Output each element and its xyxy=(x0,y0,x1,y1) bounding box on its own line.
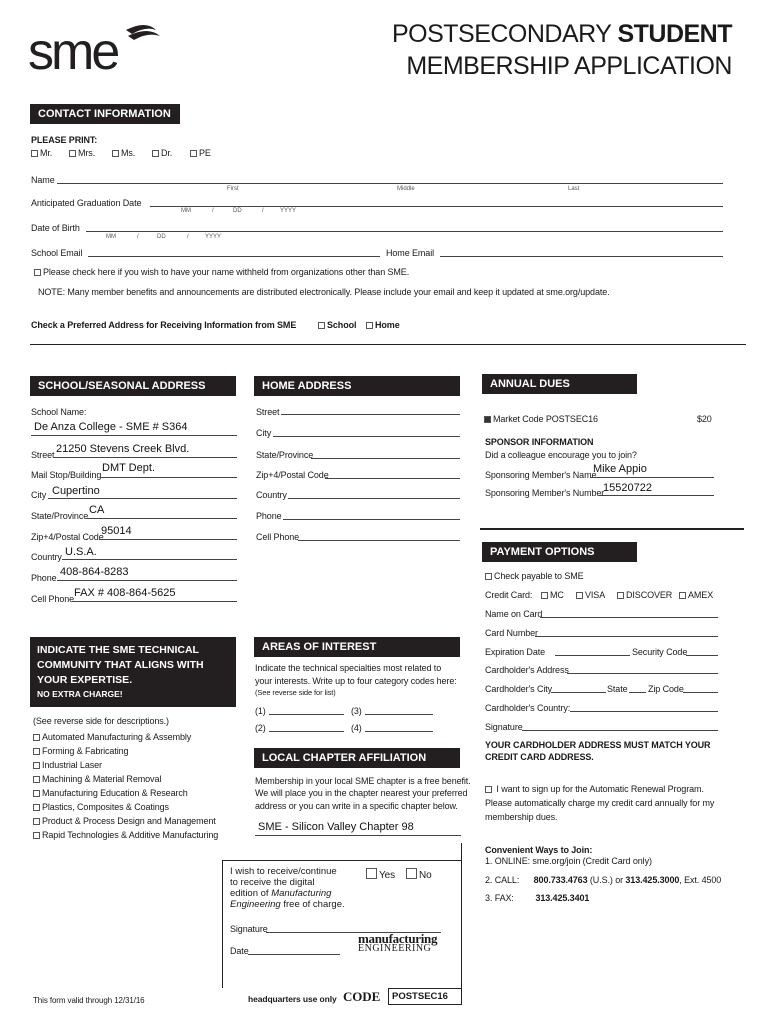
name-on-card-field[interactable] xyxy=(540,617,718,618)
interest-text-3: (See reverse side for list) xyxy=(255,688,336,697)
online-row: 1. ONLINE: sme.org/join (Credit Card only) xyxy=(485,856,652,866)
school-cell-line xyxy=(72,601,237,602)
dob-sep2: / xyxy=(187,234,189,240)
please-print-label: PLEASE PRINT: xyxy=(31,135,98,145)
contact-heading: CONTACT INFORMATION xyxy=(30,104,180,124)
grad-date-label: Anticipated Graduation Date xyxy=(31,198,142,208)
dues-amount: $20 xyxy=(697,414,712,424)
security-code-label: Security Code xyxy=(632,647,688,657)
school-name-line xyxy=(31,435,237,436)
sponsor-number-line xyxy=(598,495,714,496)
school-cell-value[interactable]: FAX # 408-864-5625 xyxy=(74,587,176,599)
grad-dd: DD xyxy=(233,208,242,214)
grad-sep1: / xyxy=(212,208,214,214)
dues-divider xyxy=(480,528,744,530)
cardholder-city-label: Cardholder's City xyxy=(485,684,553,694)
preferred-address-label: Check a Preferred Address for Receiving Information from SME xyxy=(31,320,297,330)
home-street-label: Street xyxy=(256,407,280,417)
home-zip-label: Zip+4/Postal Code xyxy=(256,470,329,480)
checkbox-icon xyxy=(366,322,373,329)
school-state-label: State/Province xyxy=(31,511,89,521)
name-middle: Middle xyxy=(397,186,415,192)
sponsor-name-label: Sponsoring Member's Name xyxy=(485,470,597,480)
cardholder-zip-label: Zip Code xyxy=(648,684,684,694)
technical-heading-2: COMMUNITY THAT ALIGNS WITH xyxy=(37,659,204,671)
cardholder-state-label: State xyxy=(607,684,628,694)
chapter-text-1: Membership in your local SME chapter is a free benefit. xyxy=(255,776,471,786)
home-street-field[interactable] xyxy=(281,414,460,415)
expiration-field[interactable] xyxy=(555,655,630,656)
tech-option-7[interactable]: Product & Process Design and Management xyxy=(33,816,216,826)
technical-heading-3: YOUR EXPERTISE. xyxy=(37,674,133,686)
title-part-1: POSTSECONDARY xyxy=(391,20,618,48)
interest-slot-1[interactable] xyxy=(269,714,344,715)
cardholder-address-field[interactable] xyxy=(567,673,718,674)
check-payable-option[interactable]: Check payable to SME xyxy=(485,571,584,581)
section-divider xyxy=(30,344,746,345)
sponsor-heading: SPONSOR INFORMATION xyxy=(485,437,594,447)
match-note-2: CREDIT CARD ADDRESS. xyxy=(485,752,594,762)
checkbox-icon xyxy=(69,150,76,157)
title-option-pe[interactable]: PE xyxy=(190,148,211,158)
renew-text-3: membership dues. xyxy=(485,812,558,822)
signature-field[interactable] xyxy=(522,730,718,731)
title-part-2: STUDENT xyxy=(617,20,732,48)
school-email-field[interactable] xyxy=(88,256,380,257)
home-email-label: Home Email xyxy=(386,248,435,258)
interest-slot-2-label: (2) xyxy=(255,723,266,733)
grad-mm: MM xyxy=(181,208,191,214)
school-street-label: Street xyxy=(31,450,55,460)
home-cell-field[interactable] xyxy=(298,540,460,541)
card-option-mc[interactable]: MC xyxy=(541,590,564,600)
sponsor-question: Did a colleague encourage you to join? xyxy=(485,450,637,460)
chapter-line xyxy=(255,835,461,836)
ways-heading: Convenient Ways to Join: xyxy=(485,845,593,855)
checkbox-icon xyxy=(33,818,40,825)
checkbox-icon xyxy=(576,592,583,599)
school-zip-label: Zip+4/Postal Code xyxy=(31,532,104,542)
checkbox-icon xyxy=(190,150,197,157)
home-phone-label: Phone xyxy=(256,511,282,521)
sponsor-name-value[interactable]: Mike Appio xyxy=(593,463,647,475)
dob-sep1: / xyxy=(137,234,139,240)
mailstop-value[interactable]: DMT Dept. xyxy=(102,462,155,474)
renew-text-2: Please automatically charge my credit card annually for my xyxy=(485,798,715,808)
online-link[interactable]: sme.org/join (Credit Card only) xyxy=(532,856,652,866)
sponsor-number-label: Sponsoring Member's Number xyxy=(485,488,605,498)
match-note-1: YOUR CARDHOLDER ADDRESS MUST MATCH YOUR xyxy=(485,740,711,750)
card-number-field[interactable] xyxy=(535,636,718,637)
sme-logo xyxy=(28,22,168,82)
chapter-value[interactable]: SME - Silicon Valley Chapter 98 xyxy=(258,821,414,833)
school-address-heading: SCHOOL/SEASONAL ADDRESS xyxy=(30,376,236,396)
checkbox-icon xyxy=(33,790,40,797)
preferred-home-option[interactable]: Home xyxy=(366,320,400,330)
checkbox-icon xyxy=(33,776,40,783)
magazine-no-option[interactable]: No xyxy=(406,868,432,881)
school-zip-value[interactable]: 95014 xyxy=(101,525,132,537)
security-code-field[interactable] xyxy=(686,655,718,656)
logo-line-1: manufacturing xyxy=(358,931,438,946)
tech-option-5[interactable]: Manufacturing Education & Research xyxy=(33,788,188,798)
card-number-label: Card Number xyxy=(485,628,538,638)
school-phone-label: Phone xyxy=(31,573,57,583)
home-city-field[interactable] xyxy=(273,436,460,437)
credit-card-label: Credit Card: xyxy=(485,590,533,600)
magazine-box-right xyxy=(461,843,462,988)
magazine-signature-label: Signature xyxy=(230,924,268,934)
checkbox-icon xyxy=(366,868,377,879)
home-address-heading: HOME ADDRESS xyxy=(254,376,460,396)
magazine-yes-option[interactable]: Yes xyxy=(366,868,395,881)
home-state-label: State/Province xyxy=(256,450,314,460)
card-option-amex[interactable]: AMEX xyxy=(679,590,713,600)
code-label: CODE xyxy=(343,989,381,1004)
interest-slot-3-label: (3) xyxy=(351,706,362,716)
home-phone-field[interactable] xyxy=(283,519,460,520)
interest-slot-4-label: (4) xyxy=(351,723,362,733)
mailstop-line xyxy=(100,477,237,478)
checkbox-icon xyxy=(541,592,548,599)
school-state-line xyxy=(86,518,237,519)
dob-dd: DD xyxy=(157,234,166,240)
home-country-field[interactable] xyxy=(288,498,460,499)
checkbox-icon xyxy=(406,868,417,879)
checkbox-icon xyxy=(679,592,686,599)
interest-slot-1-label: (1) xyxy=(255,706,266,716)
card-option-discover[interactable]: DISCOVER xyxy=(617,590,672,600)
name-label: Name xyxy=(31,175,55,185)
logo-text: sme xyxy=(28,23,118,81)
school-city-value[interactable]: Cupertino xyxy=(52,485,100,497)
home-country-label: Country xyxy=(256,490,287,500)
checkbox-icon xyxy=(152,150,159,157)
title-option-ms[interactable]: Ms. xyxy=(112,148,135,158)
technical-heading-1: INDICATE THE SME TECHNICAL xyxy=(37,644,199,656)
form-title xyxy=(392,18,732,82)
interest-heading: AREAS OF INTEREST xyxy=(254,637,460,657)
school-phone-line xyxy=(57,580,237,581)
cardholder-city-field[interactable] xyxy=(551,692,606,693)
checkbox-icon xyxy=(112,150,119,157)
school-email-label: School Email xyxy=(31,248,83,258)
checkbox-icon xyxy=(33,734,40,741)
grad-yyyy: YYYY xyxy=(280,208,297,214)
cardholder-zip-field[interactable] xyxy=(683,692,718,693)
mailstop-label: Mail Stop/Building xyxy=(31,470,102,480)
chapter-text-3: address or you can write in a specific chapter below. xyxy=(255,801,458,811)
home-email-field[interactable] xyxy=(440,256,723,257)
technical-see-reverse: (See reverse side for descriptions.) xyxy=(33,716,169,726)
school-cell-label: Cell Phone xyxy=(31,594,75,604)
manufacturing-engineering-logo xyxy=(358,931,438,954)
annual-dues-heading: ANNUAL DUES xyxy=(482,374,637,394)
checkbox-icon xyxy=(617,592,624,599)
grad-sep2: / xyxy=(262,208,264,214)
tech-option-8[interactable]: Rapid Technologies & Additive Manufacturing xyxy=(33,830,218,840)
valid-through: This form valid through 12/31/16 xyxy=(33,996,145,1005)
cardholder-state-field[interactable] xyxy=(629,692,646,693)
dob-mm: MM xyxy=(106,234,116,240)
school-country-label: Country xyxy=(31,552,62,562)
preferred-school-option[interactable]: School xyxy=(318,320,356,330)
name-last: Last xyxy=(568,186,580,192)
technical-heading-box xyxy=(30,637,236,707)
interest-text-1: Indicate the technical specialties most related to xyxy=(255,663,442,673)
tech-option-6[interactable]: Plastics, Composites & Coatings xyxy=(33,802,169,812)
interest-text-2: your interests. Write up to four category codes here: xyxy=(255,676,457,686)
school-zip-line xyxy=(99,539,237,540)
checkbox-icon xyxy=(33,832,40,839)
magazine-date-field[interactable] xyxy=(248,954,340,955)
checkbox-icon xyxy=(34,269,41,276)
market-code-option[interactable]: Market Code POSTSEC16 xyxy=(484,414,598,424)
technical-heading-4: NO EXTRA CHARGE! xyxy=(37,689,123,699)
chapter-text-2: We will place you in the chapter nearest your preferred xyxy=(255,788,468,798)
name-on-card-label: Name on Card xyxy=(485,609,543,619)
code-value: POSTSEC16 xyxy=(388,988,462,1005)
school-street-line xyxy=(54,457,237,458)
interest-slot-3[interactable] xyxy=(365,714,433,715)
title-option-dr[interactable]: Dr. xyxy=(152,148,172,158)
interest-slot-4[interactable] xyxy=(365,731,433,732)
checkbox-icon xyxy=(485,573,492,580)
sponsor-name-line xyxy=(591,477,714,478)
checkbox-icon xyxy=(33,748,40,755)
home-cell-label: Cell Phone xyxy=(256,532,300,542)
school-country-value[interactable]: U.S.A. xyxy=(65,546,97,558)
school-country-line xyxy=(62,559,237,560)
magazine-text: I wish to receive/continue to receive the digital edition of Manufacturing Engineering free of charge. xyxy=(230,866,345,910)
dob-label: Date of Birth xyxy=(31,223,80,233)
title-option-mr[interactable]: Mr. xyxy=(31,148,52,158)
tech-option-1[interactable]: Automated Manufacturing & Assembly xyxy=(33,732,191,742)
home-state-field[interactable] xyxy=(311,458,460,459)
chapter-heading: LOCAL CHAPTER AFFILIATION xyxy=(254,748,460,768)
call-row: 2. CALL: 800.733.4763 (U.S.) or 313.425.3000, Ext. 4500 xyxy=(485,875,722,885)
school-street-value[interactable]: 21250 Stevens Creek Blvd. xyxy=(56,443,190,455)
tech-option-2[interactable]: Forming & Fabricating xyxy=(33,746,128,756)
magazine-date-label: Date xyxy=(230,946,249,956)
grad-date-field[interactable] xyxy=(150,206,723,207)
signature-label: Signature xyxy=(485,722,523,732)
interest-slot-2[interactable] xyxy=(269,731,344,732)
card-option-visa[interactable]: VISA xyxy=(576,590,605,600)
sponsor-number-value[interactable]: 15520722 xyxy=(603,482,652,494)
hq-use-only: headquarters use only xyxy=(248,994,337,1004)
logo-line-2: ENGINEERING xyxy=(358,943,432,954)
cardholder-country-field[interactable] xyxy=(570,711,718,712)
name-field[interactable] xyxy=(57,183,723,184)
checkbox-icon xyxy=(485,786,492,793)
note-text: NOTE: Many member benefits and announcements are distributed electronically. Please include your email and keep it updated at sme.org/update. xyxy=(38,287,610,297)
school-name-value[interactable]: De Anza College - SME # S364 xyxy=(34,421,188,433)
home-city-label: City xyxy=(256,428,272,438)
checkbox-icon xyxy=(318,322,325,329)
dob-field[interactable] xyxy=(86,231,723,232)
name-first: First xyxy=(227,186,239,192)
title-option-mrs[interactable]: Mrs. xyxy=(69,148,95,158)
title-part-3: MEMBERSHIP APPLICATION xyxy=(406,52,732,80)
school-name-label: School Name: xyxy=(31,407,87,417)
checked-checkbox-icon xyxy=(484,416,491,423)
auto-renew-option[interactable]: I want to sign up for the Automatic Renewal Program. xyxy=(485,784,704,794)
checkbox-icon xyxy=(31,150,38,157)
checkbox-icon xyxy=(33,762,40,769)
cardholder-country-label: Cardholder's Country: xyxy=(485,703,571,713)
home-zip-field[interactable] xyxy=(325,478,460,479)
expiration-label: Expiration Date xyxy=(485,647,546,657)
tech-option-4[interactable]: Machining & Material Removal xyxy=(33,774,161,784)
dob-yyyy: YYYY xyxy=(205,234,222,240)
cardholder-address-label: Cardholder's Address xyxy=(485,665,569,675)
fax-row: 3. FAX: 313.425.3401 xyxy=(485,893,590,903)
withhold-option[interactable]: Please check here if you wish to have your name withheld from organizations other than SME. xyxy=(34,267,409,277)
payment-heading: PAYMENT OPTIONS xyxy=(482,542,637,562)
school-city-line xyxy=(48,498,237,499)
school-city-label: City xyxy=(31,490,47,500)
checkbox-icon xyxy=(33,804,40,811)
tech-option-3[interactable]: Industrial Laser xyxy=(33,760,102,770)
school-state-value[interactable]: CA xyxy=(89,504,105,516)
school-phone-value[interactable]: 408-864-8283 xyxy=(60,566,129,578)
